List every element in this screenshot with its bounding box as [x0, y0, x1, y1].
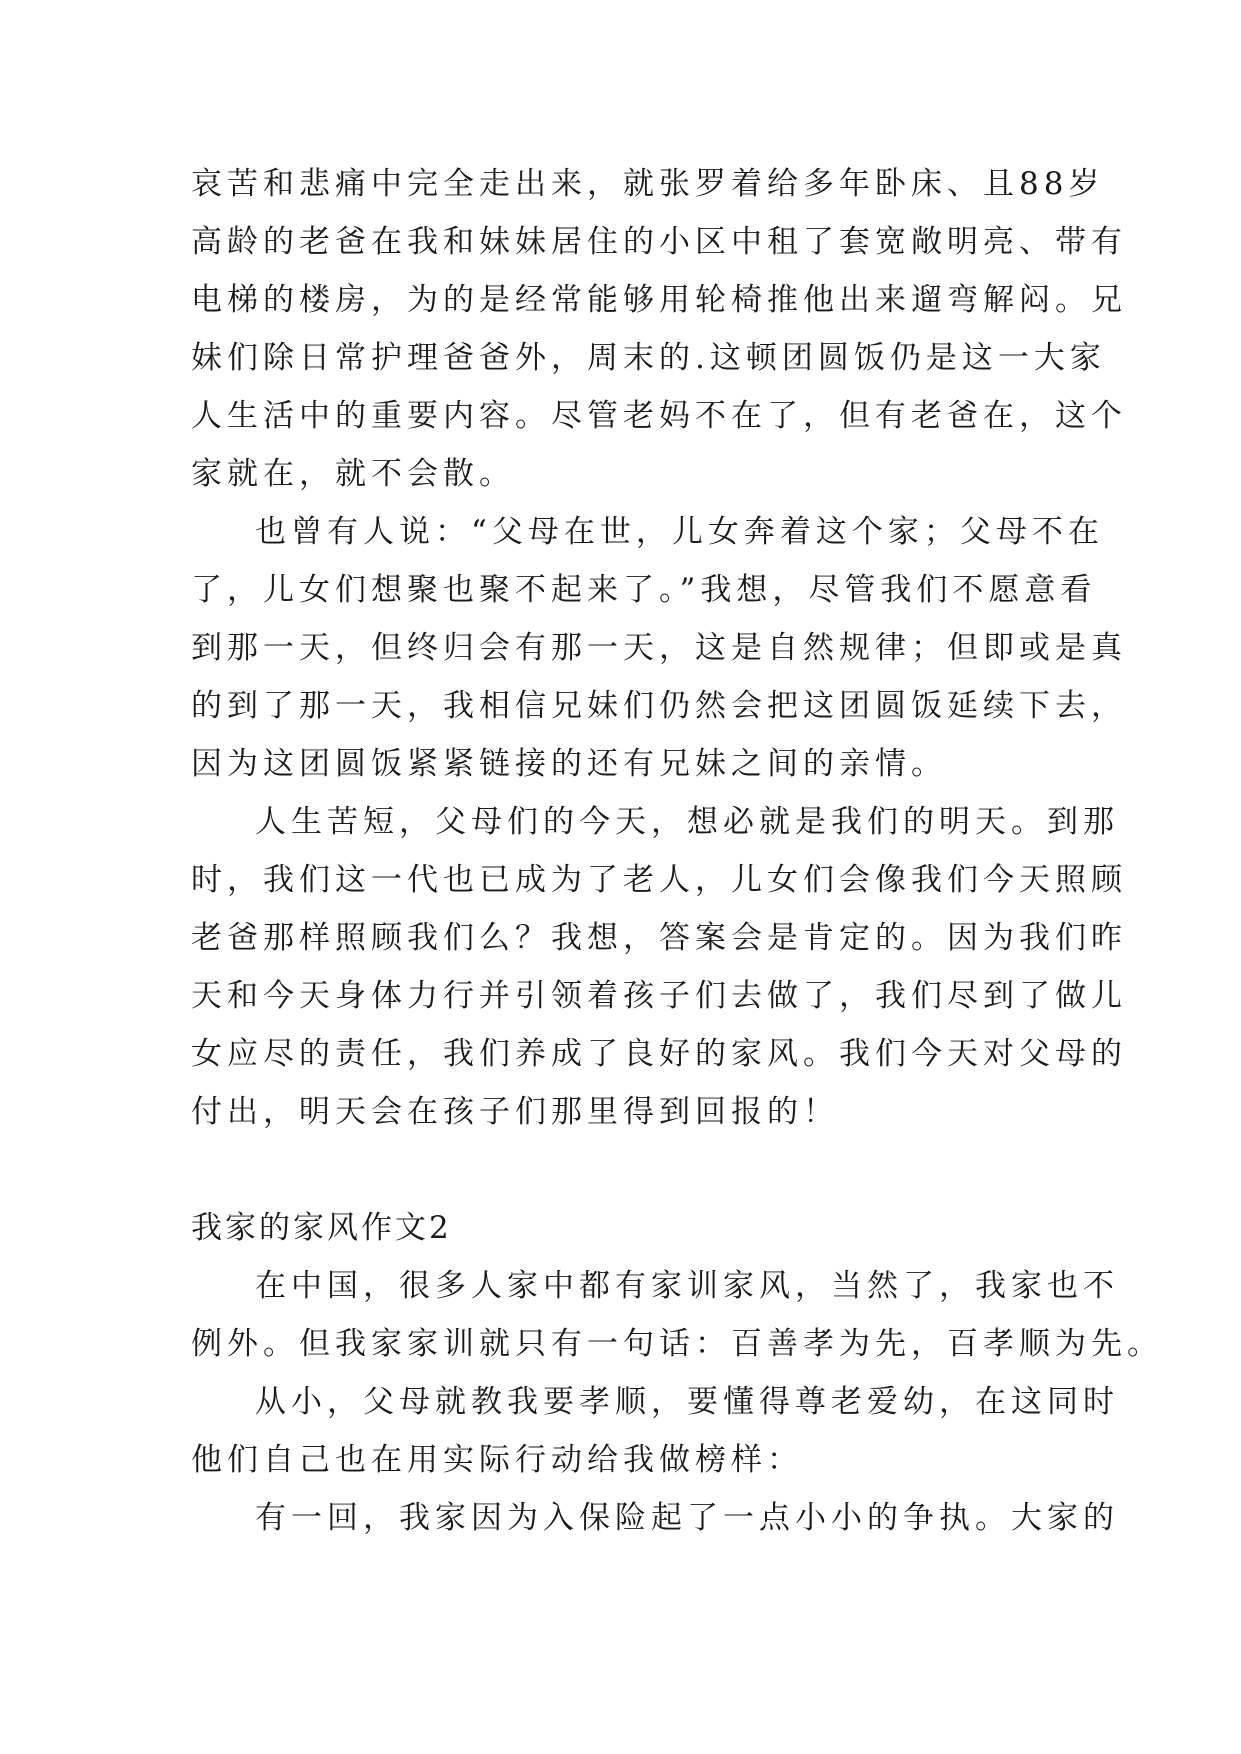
text-line: 妹们除日常护理爸爸外，周末的.这顿团圆饭仍是这一大家 [191, 340, 1106, 376]
text-line: 天和今天身体力行并引领着孩子们去做了，我们尽到了做儿 [191, 978, 1127, 1014]
section-spacer [191, 1141, 1061, 1199]
paragraph-4 [191, 1257, 1163, 1373]
text-line: 人生苦短，父母们的今天，想必就是我们的明天。到那 [255, 804, 1119, 840]
text-line: 到那一天，但终归会有那一天，这是自然规律；但即或是真 [191, 630, 1127, 666]
text-line: 从小，父母就教我要孝顺，要懂得尊老爱幼，在这同时 [255, 1384, 1119, 1420]
section-2 [191, 1199, 1163, 1547]
text-line: 在中国，很多人家中都有家训家风，当然了，我家也不 [255, 1268, 1119, 1304]
text-line: 老爸那样照顾我们么？我想，答案会是肯定的。因为我们昨 [191, 920, 1127, 956]
document-page [191, 155, 1163, 1547]
paragraph-3 [191, 793, 1127, 1141]
text-line: 有一回，我家因为入保险起了一点小小的争执。大家的 [255, 1500, 1119, 1536]
text-line: 时，我们这一代也已成为了老人，儿女们会像我们今天照顾 [191, 862, 1127, 898]
paragraph-2 [191, 503, 1127, 793]
section-1 [191, 155, 1127, 1141]
text-line: 高龄的老爸在我和妹妹居住的小区中租了套宽敞明亮、带有 [191, 224, 1127, 260]
text-line: 女应尽的责任，我们养成了良好的家风。我们今天对父母的 [191, 1036, 1127, 1072]
text-line: 了，儿女们想聚也聚不起来了。”我想，尽管我们不愿意看 [191, 572, 1097, 608]
text-line: 人生活中的重要内容。尽管老妈不在了，但有老爸在，这个 [191, 398, 1127, 434]
text-line: 因为这团圆饭紧紧链接的还有兄妹之间的亲情。 [191, 746, 947, 782]
text-line: 付出，明天会在孩子们那里得到回报的！ [191, 1094, 839, 1130]
text-line: 家就在，就不会散。 [191, 456, 515, 492]
text-line: 他们自己也在用实际行动给我做榜样： [191, 1442, 803, 1478]
text-line: 电梯的楼房，为的是经常能够用轮椅推他出来遛弯解闷。兄 [191, 282, 1127, 318]
paragraph-6 [191, 1489, 1119, 1547]
text-line: 的到了那一天，我相信兄妹们仍然会把这团圆饭延续下去， [191, 688, 1127, 724]
text-line: 哀苦和悲痛中完全走出来，就张罗着给多年卧床、且88岁 [191, 166, 1105, 202]
paragraph-5 [191, 1373, 1119, 1489]
text-line: 例外。但我家家训就只有一句话：百善孝为先，百孝顺为先。 [191, 1326, 1163, 1362]
paragraph-1 [191, 155, 1127, 503]
text-line: 也曾有人说：“父母在世，儿女奔着这个家；父母不在 [255, 514, 1104, 550]
section-heading: 我家的家风作文2 [191, 1210, 452, 1246]
